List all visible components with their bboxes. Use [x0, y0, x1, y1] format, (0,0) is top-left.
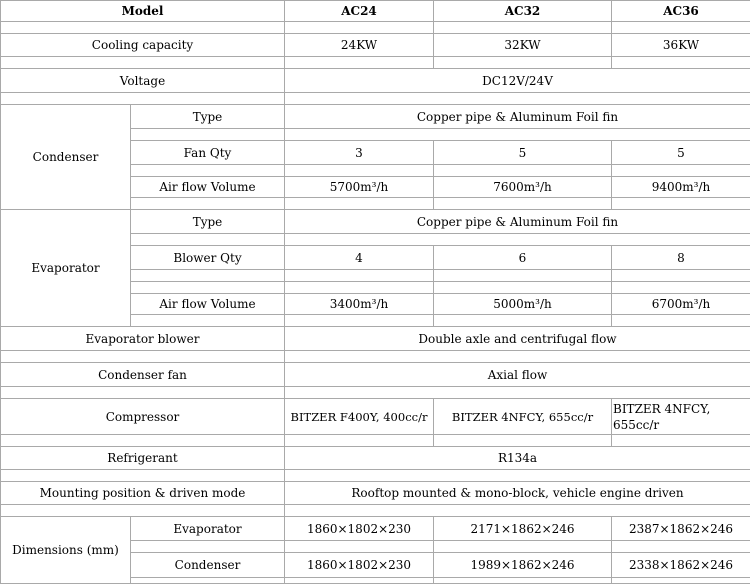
- condenser-airflow-ac36: 9400m³/h: [612, 177, 750, 198]
- spacer-cell: [1, 93, 285, 105]
- spacer-cell: [131, 165, 285, 177]
- evaporator-blower-ac36: 8: [612, 246, 750, 270]
- spacer-cell: [285, 270, 434, 282]
- spacer-cell: [285, 351, 750, 363]
- refrigerant-value: R134a: [285, 447, 750, 470]
- spacer-cell: [285, 435, 434, 447]
- spacer-cell: [285, 505, 750, 517]
- dimensions-evap-ac32: 2171×1862×246: [434, 517, 612, 541]
- spacer-cell: [131, 129, 285, 141]
- spacer-cell: [285, 198, 434, 210]
- spacer-cell: [131, 198, 285, 210]
- spacer-cell: [285, 541, 434, 553]
- evaporator-airflow-ac36: 6700m³/h: [612, 294, 750, 315]
- voltage-value: DC12V/24V: [285, 69, 750, 93]
- spacer-cell: [285, 93, 750, 105]
- spacer-cell: [612, 578, 750, 584]
- condenser-type-label: Type: [131, 105, 285, 129]
- condenser-airflow-ac32: 7600m³/h: [434, 177, 612, 198]
- spacer-cell: [285, 129, 750, 141]
- spacer-cell: [1, 470, 285, 482]
- spacer-cell: [131, 541, 285, 553]
- condenser-fan-ac36: 5: [612, 141, 750, 165]
- spacer-cell: [285, 57, 434, 69]
- spacer-cell: [612, 22, 750, 34]
- evaporator-blower-value: Double axle and centrifugal flow: [285, 327, 750, 351]
- spacer-cell: [612, 435, 750, 447]
- condenser-airflow-ac24: 5700m³/h: [285, 177, 434, 198]
- condenser-airflow-label: Air flow Volume: [131, 177, 285, 198]
- header-model: Model: [1, 1, 285, 22]
- voltage-label: Voltage: [1, 69, 285, 93]
- evaporator-type-value: Copper pipe & Aluminum Foil fin: [285, 210, 750, 234]
- cooling-capacity-label: Cooling capacity: [1, 34, 285, 57]
- spacer-cell: [612, 541, 750, 553]
- spacer-cell: [434, 165, 612, 177]
- spacer-cell: [285, 282, 434, 294]
- spacer-cell: [612, 165, 750, 177]
- header-ac24: AC24: [285, 1, 434, 22]
- spacer-cell: [434, 315, 612, 327]
- header-ac32: AC32: [434, 1, 612, 22]
- condenser-fan-qty-label: Fan Qty: [131, 141, 285, 165]
- condenser-label: Condenser: [1, 105, 131, 210]
- spacer-cell: [1, 22, 285, 34]
- spacer-cell: [131, 578, 285, 584]
- spacer-cell: [131, 234, 285, 246]
- spacer-cell: [285, 165, 434, 177]
- spacer-cell: [1, 57, 285, 69]
- dimensions-cond-ac36: 2338×1862×246: [612, 553, 750, 578]
- evaporator-airflow-ac24: 3400m³/h: [285, 294, 434, 315]
- spacer-cell: [434, 578, 612, 584]
- spacer-cell: [1, 387, 285, 399]
- evaporator-blower-ac24: 4: [285, 246, 434, 270]
- spacer-cell: [434, 541, 612, 553]
- spacer-cell: [612, 198, 750, 210]
- evaporator-blower-qty-label: Blower Qty: [131, 246, 285, 270]
- spacer-cell: [285, 315, 434, 327]
- spacer-cell: [434, 198, 612, 210]
- evaporator-blower-label: Evaporator blower: [1, 327, 285, 351]
- condenser-type-value: Copper pipe & Aluminum Foil fin: [285, 105, 750, 129]
- spacer-cell: [131, 270, 285, 282]
- evaporator-blower-ac32: 6: [434, 246, 612, 270]
- header-ac36: AC36: [612, 1, 750, 22]
- compressor-ac24: BITZER F400Y, 400cc/r: [285, 399, 434, 435]
- spacer-cell: [285, 234, 750, 246]
- mounting-value: Rooftop mounted & mono-block, vehicle engine driven: [285, 482, 750, 505]
- dimensions-evap-ac24: 1860×1802×230: [285, 517, 434, 541]
- spacer-cell: [434, 270, 612, 282]
- evaporator-type-label: Type: [131, 210, 285, 234]
- evaporator-label: Evaporator: [1, 210, 131, 327]
- dimensions-evap-ac36: 2387×1862×246: [612, 517, 750, 541]
- spacer-cell: [131, 282, 285, 294]
- refrigerant-label: Refrigerant: [1, 447, 285, 470]
- spacer-cell: [434, 22, 612, 34]
- spacer-cell: [1, 435, 285, 447]
- evaporator-airflow-ac32: 5000m³/h: [434, 294, 612, 315]
- spacer-cell: [434, 435, 612, 447]
- spacer-cell: [285, 22, 434, 34]
- spacer-cell: [612, 315, 750, 327]
- spacer-cell: [434, 57, 612, 69]
- condenser-fan-label: Condenser fan: [1, 363, 285, 387]
- mounting-label: Mounting position & driven mode: [1, 482, 285, 505]
- spacer-cell: [1, 505, 285, 517]
- dimensions-evaporator-label: Evaporator: [131, 517, 285, 541]
- dimensions-condenser-label: Condenser: [131, 553, 285, 578]
- compressor-ac32: BITZER 4NFCY, 655cc/r: [434, 399, 612, 435]
- spacer-cell: [285, 387, 750, 399]
- condenser-fan-ac32: 5: [434, 141, 612, 165]
- spacer-cell: [612, 282, 750, 294]
- evaporator-airflow-label: Air flow Volume: [131, 294, 285, 315]
- dimensions-cond-ac24: 1860×1802×230: [285, 553, 434, 578]
- cooling-ac32: 32KW: [434, 34, 612, 57]
- spacer-cell: [612, 270, 750, 282]
- spacer-cell: [434, 282, 612, 294]
- spacer-cell: [285, 470, 750, 482]
- spacer-cell: [285, 578, 434, 584]
- cooling-ac36: 36KW: [612, 34, 750, 57]
- spacer-cell: [612, 57, 750, 69]
- condenser-fan-value: Axial flow: [285, 363, 750, 387]
- compressor-label: Compressor: [1, 399, 285, 435]
- condenser-fan-ac24: 3: [285, 141, 434, 165]
- dimensions-cond-ac32: 1989×1862×246: [434, 553, 612, 578]
- spacer-cell: [131, 315, 285, 327]
- compressor-ac36: BITZER 4NFCY, 655cc/r: [612, 399, 750, 435]
- spacer-cell: [1, 351, 285, 363]
- cooling-ac24: 24KW: [285, 34, 434, 57]
- dimensions-label: Dimensions (mm): [1, 517, 131, 584]
